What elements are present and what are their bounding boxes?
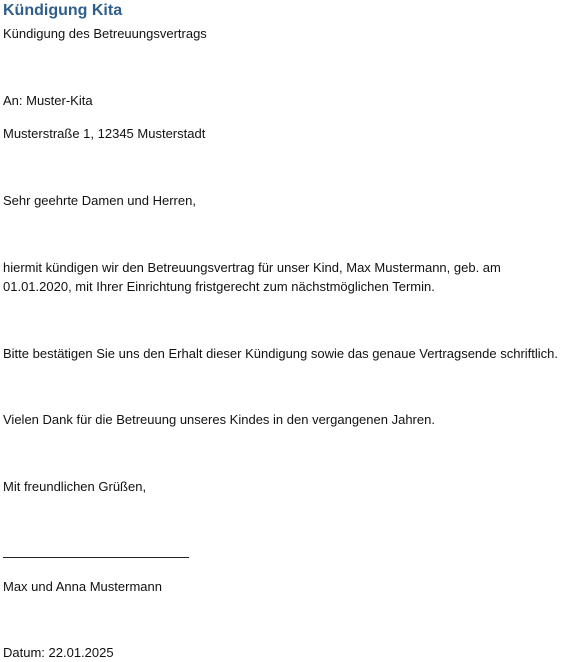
body-paragraph-3: Vielen Dank für die Betreuung unseres Kindes in den vergangenen Jahren. bbox=[3, 412, 435, 427]
recipient-line: An: Muster-Kita bbox=[3, 93, 93, 108]
document-subtitle: Kündigung des Betreuungsvertrags bbox=[3, 26, 207, 41]
address-line: Musterstraße 1, 12345 Musterstadt bbox=[3, 126, 206, 141]
signature-line bbox=[3, 557, 189, 558]
signature-name: Max und Anna Mustermann bbox=[3, 579, 162, 594]
salutation: Sehr geehrte Damen und Herren, bbox=[3, 193, 196, 208]
date-line: Datum: 22.01.2025 bbox=[3, 645, 114, 660]
document-title: Kündigung Kita bbox=[3, 2, 123, 19]
body-paragraph-1: hiermit kündigen wir den Betreuungsvertrag für unser Kind, Max Mustermann, geb. am 01.01.2020, mit Ihrer Einrichtung fristgerecht zum nächstmöglichen Termin. bbox=[3, 260, 501, 294]
closing-line: Mit freundlichen Grüßen, bbox=[3, 479, 147, 494]
body-paragraph-2: Bitte bestätigen Sie uns den Erhalt dieser Kündigung sowie das genaue Vertragsende schriftlich. bbox=[3, 346, 559, 361]
